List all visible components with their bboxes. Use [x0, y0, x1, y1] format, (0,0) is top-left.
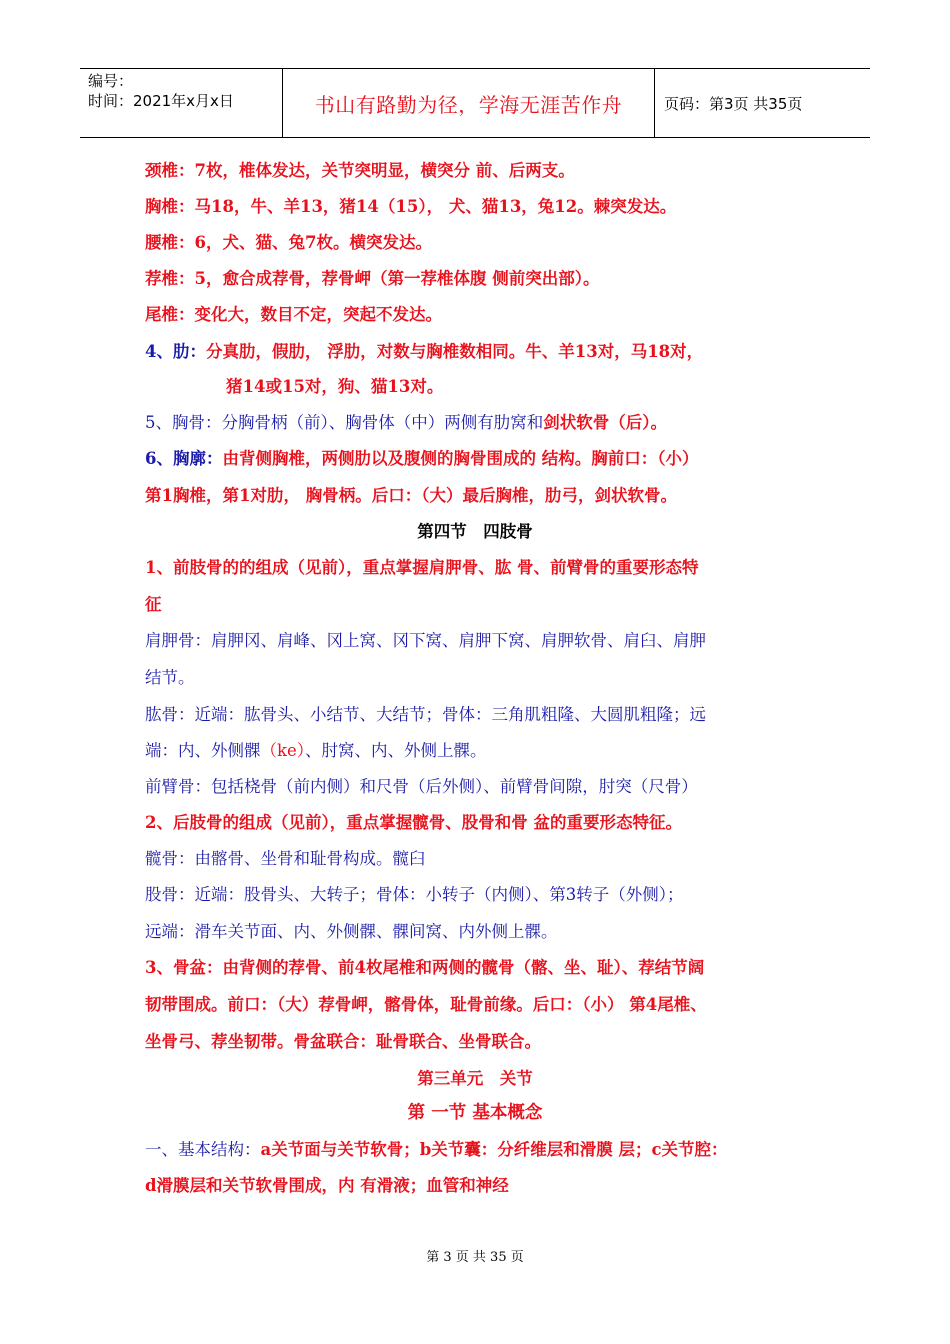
- text-line: 肱骨：近端：肱骨头、小结节、大结节；骨体：三角肌粗隆、大圆肌粗隆；远: [145, 705, 706, 724]
- text-line: 股骨：近端：股骨头、大转子；骨体：小转子（内侧）、第3转子（外侧）；: [145, 885, 684, 904]
- text-span: （ke）: [260, 741, 306, 760]
- text-span: 分真肋，假肋， 浮肋，对数与胸椎数相同。牛、羊13对，马18对，: [205, 342, 704, 361]
- text-line: 坐骨弓、荐坐韧带。骨盆联合：耻骨联合、坐骨联合。: [145, 1032, 541, 1051]
- text-line: 尾椎：变化大，数目不定，突起不发达。: [145, 305, 442, 324]
- header-page-info: 页码：第3页 共35页: [664, 94, 803, 113]
- text-line: 腰椎：6，犬、猫、兔7枚。横突发达。: [145, 233, 432, 252]
- text-line: 猪14或15对，狗、猫13对。: [226, 377, 444, 396]
- text-span: 端：内、外侧髁: [145, 741, 261, 760]
- text-line: 征: [145, 595, 162, 614]
- text-line: 前臂骨：包括桡骨（前内侧）和尺骨（后外侧）、前臂骨间隙，肘突（尺骨）: [145, 777, 698, 796]
- text-line: 1、前肢骨的的组成（见前），重点掌握肩胛骨、肱 骨、前臂骨的重要形态特: [145, 558, 699, 577]
- text-span: 由背侧胸椎，两侧肋以及腹侧的胸骨围成的 结构。胸前口：（小）: [222, 449, 699, 468]
- header-left-cell: [80, 69, 282, 137]
- text-line: 韧带围成。前口：（大）荐骨岬，髂骨体，耻骨前缘。后口：（小） 第4尾椎、: [145, 995, 707, 1014]
- header-table: [80, 68, 870, 138]
- text-span: 一、基本结构：: [145, 1140, 261, 1159]
- text-span: 5、胸骨：分胸骨柄（前）、胸骨体（中）两侧有肋窝和: [145, 413, 544, 432]
- text-line: d滑膜层和关节软骨围成，内 有滑液；血管和神经: [145, 1176, 509, 1195]
- text-line: [145, 448, 698, 470]
- page-footer: 第 3 页 共 35 页: [426, 1250, 524, 1265]
- text-line: 结节。: [145, 668, 195, 687]
- text-line: 髋骨：由髂骨、坐骨和耻骨构成。髋臼: [145, 849, 426, 868]
- time-label: 时间：2021年x月x日: [88, 92, 234, 110]
- text-span: 、肘窝、内、外侧上髁。: [305, 741, 487, 760]
- header-motto: 书山有路勤为径，学海无涯苦作舟: [282, 69, 655, 137]
- text-span: 剑状软骨（后）。: [543, 413, 667, 432]
- number-label: 编号：: [88, 72, 134, 90]
- section-heading: 第 一节 基本概念: [407, 1103, 543, 1123]
- text-span: 4、肋：: [145, 342, 206, 361]
- text-line: 胸椎：马18，牛、羊13，猪14（15）， 犬、猫13，兔12。棘突发达。: [145, 197, 677, 216]
- text-line: 2、后肢骨的组成（见前），重点掌握髋骨、股骨和骨 盆的重要形态特征。: [145, 813, 682, 832]
- text-span: a关节面与关节软骨；b关节囊：分纤维层和滑膜 层；c关节腔：: [260, 1140, 728, 1159]
- text-line: [145, 341, 703, 363]
- text-line: [145, 740, 487, 762]
- text-line: 荐椎：5，愈合成荐骨，荐骨岬（第一荐椎体腹 侧前突出部）。: [145, 269, 600, 288]
- text-line: 第1胸椎，第1对肋， 胸骨柄。后口：（大）最后胸椎，肋弓，剑状软骨。: [145, 486, 677, 505]
- text-span: 6、胸廓：: [145, 449, 223, 468]
- text-line: 远端：滑车关节面、内、外侧髁、髁间窝、内外侧上髁。: [145, 922, 558, 941]
- text-line: [145, 1139, 728, 1161]
- text-line: 肩胛骨：肩胛冈、肩峰、冈上窝、冈下窝、肩胛下窝、肩胛软骨、肩臼、肩胛: [145, 631, 706, 650]
- text-line: [145, 412, 667, 434]
- unit-heading: 第三单元 关节: [417, 1069, 533, 1088]
- text-line: 颈椎：7枚，椎体发达，关节突明显，横突分 前、后两支。: [145, 161, 575, 180]
- text-line: 3、骨盆：由背侧的荐骨、前4枚尾椎和两侧的髋骨（髂、坐、耻）、荐结节阔: [145, 958, 705, 977]
- section-heading: 第四节 四肢骨: [417, 522, 533, 541]
